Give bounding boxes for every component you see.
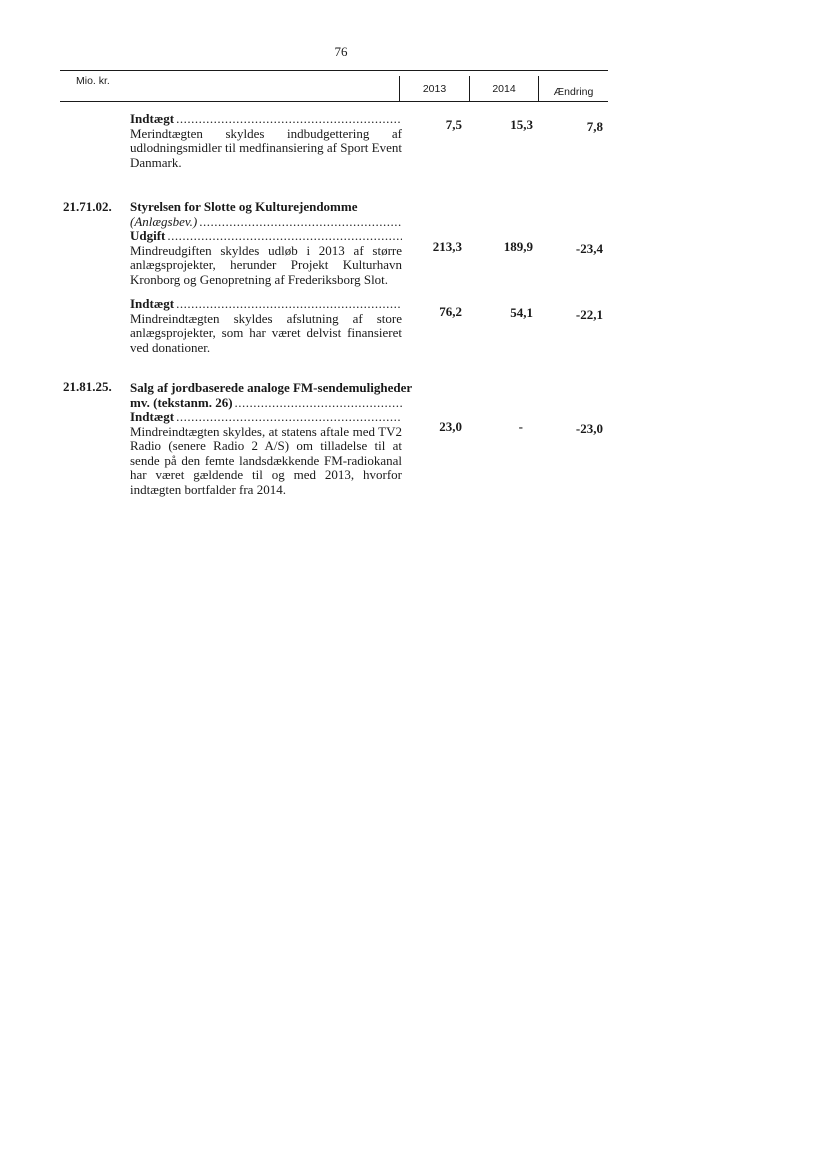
value-2013: 76,2 bbox=[439, 304, 462, 319]
section-number: 21.71.02. bbox=[63, 199, 112, 214]
section-title: Salg af jordbaserede analoge FM-sendemuligheder bbox=[130, 380, 413, 395]
row-label: Indtægt ..... bbox=[130, 410, 402, 425]
row-description: Mindreindtægten skyldes afslutning af store anlægsprojekter, som har været delvist finansieret ved donationer. bbox=[130, 310, 402, 355]
row-description: Merindtægten skyldes indbudgettering af udlodningsmidler til medfinansiering af Sport Event Danmark. bbox=[130, 125, 402, 170]
row-label: Udgift ..... bbox=[130, 229, 402, 244]
value-2013: 213,3 bbox=[432, 239, 462, 254]
header-bottom-rule bbox=[60, 101, 608, 102]
section-subtitle: (Anlægsbev.) ..... bbox=[130, 215, 402, 230]
value-change: -23,0 bbox=[575, 421, 603, 436]
page-number: 76 bbox=[334, 44, 348, 59]
column-header-2013: 2013 bbox=[422, 83, 447, 95]
column-header-change: Ændring bbox=[553, 86, 594, 98]
row-description: Mindreindtægten skyldes, at statens aftale med TV2 Radio (senere Radio 2 A/S) om tilladelse til at sende på den femte landsdækkende FM-radiokanal har været gældende til og med 2013, hvorfor indtægten bortfalder fra 2014. bbox=[130, 423, 402, 497]
column-header-2014: 2014 bbox=[492, 83, 516, 95]
value-change: 7,8 bbox=[586, 119, 603, 134]
value-2013: 7,5 bbox=[445, 117, 462, 132]
section-title-line2: mv. (tekstanm. 26) ..... bbox=[130, 396, 402, 411]
value-2014: 189,9 bbox=[503, 239, 533, 254]
value-2013: 23,0 bbox=[439, 419, 462, 434]
value-change: -22,1 bbox=[575, 307, 603, 322]
row-label: Indtægt ..... bbox=[130, 112, 402, 127]
header-top-rule bbox=[60, 70, 608, 71]
value-change: -23,4 bbox=[575, 241, 603, 256]
row-label: Indtægt ..... bbox=[130, 297, 402, 312]
value-2014: 54,1 bbox=[510, 305, 533, 320]
section-title: Styrelsen for Slotte og Kulturejendomme bbox=[130, 199, 358, 214]
value-2014: 15,3 bbox=[510, 117, 533, 132]
value-2014: - bbox=[518, 419, 523, 434]
section-number: 21.81.25. bbox=[63, 379, 112, 394]
row-description: Mindreudgiften skyldes udløb i 2013 af større anlægsprojekter, herunder Projekt Kulturhavn Kronborg og Genopretning af Frederiksborg Slot. bbox=[130, 242, 402, 287]
unit-label: Mio. kr. bbox=[76, 75, 110, 87]
